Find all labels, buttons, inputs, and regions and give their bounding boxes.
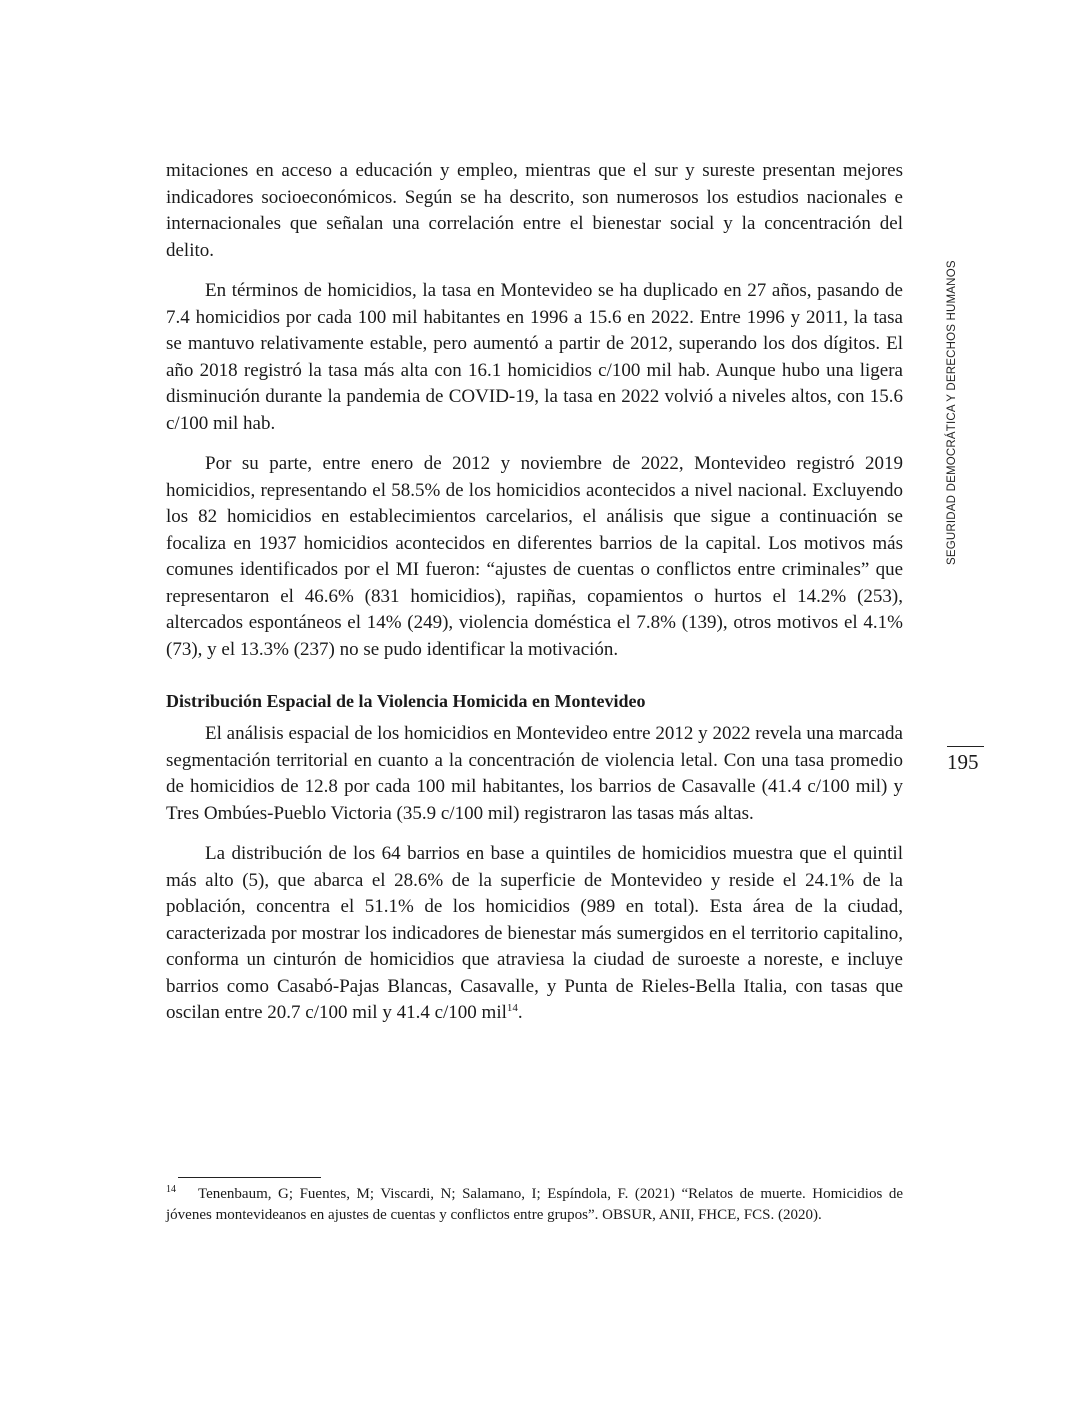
paragraph: El análisis espacial de los homicidios en Montevideo entre 2012 y 2022 revela una marcada segmentación territorial en cuanto a la concentración de violencia letal. Con una tasa promedio de homicidios de 12.8 por cada 100 mil habitantes, los barrios de Casavalle (41.4 c/100 mil) y Tres Ombúes-Pueblo Victoria (35.9 c/100 mil) registraron las tasas más altas. xyxy=(166,723,903,824)
paragraph-text: La distribución de los 64 barrios en base a quintiles de homicidios muestra que el quintil más alto (5), que abarca el 28.6% de la superficie de Montevideo y reside el 24.1% de la población, concentra el 51.1% de los homicidios (989 en total). Esta área de la ciudad, caracterizada por mostrar los indicadores de bienestar más sumergidos en el territorio capitalino, conforma un cinturón de homicidios que atraviesa la ciudad de suroeste a noreste, e incluye barrios como Casabó-Pajas Blancas, Casavalle, y Punta de Rieles-Bella Italia, con tasas que oscilan entre 20.7 c/100 mil y 41.4 c/100 mil xyxy=(166,843,903,1023)
page-number-rule xyxy=(947,746,984,747)
paragraph xyxy=(166,841,903,1027)
paragraph: Por su parte, entre enero de 2012 y noviembre de 2022, Montevideo registró 2019 homicidios, representando el 58.5% de los homicidios acontecidos a nivel nacional. Excluyendo los 82 homicidios en establecimientos carcelarios, el análisis que sigue a continuación se focaliza en 1937 homicidios acontecidos en diferentes barrios de la capital. Los motivos más comunes identificados por el MI fueron: “ajustes de cuentas o conflictos entre criminales” que representaron el 46.6% (831 homicidios), rapiñas, copamientos o hurtos el 14.2% (253), altercados espontáneos el 14% (249), violencia doméstica el 7.8% (139), otros motivos el 4.1% (73), y el 13.3% (237) no se pudo identificar la motivación. xyxy=(166,453,903,660)
page-number: 195 xyxy=(947,750,979,774)
paragraph-end-punctuation: . xyxy=(517,1002,523,1023)
footnote-reference[interactable]: 14 xyxy=(506,1002,518,1014)
footnote-number: 14 xyxy=(166,1184,176,1195)
paragraph-continued: mitaciones en acceso a educación y empleo, mientras que el sur y sureste presentan mejores indicadores socioeconómicos. Según se ha descrito, son numerosos los estudios nacionales e internacionales que señalan una correlación entre el bienestar social y la concentración del delito. xyxy=(166,160,903,261)
paragraph: En términos de homicidios, la tasa en Montevideo se ha duplicado en 27 años, pasando de 7.4 homicidios por cada 100 mil habitantes en 1996 a 15.6 en 2022. Entre 1996 y 2011, la tasa se mantuvo relativamente estable, pero aumentó a partir de 2012, superando los dos dígitos. El año 2018 registró la tasa más alta con 16.1 homicidios c/100 mil hab. Aunque hubo una ligera disminución durante la pandemia de COVID-19, la tasa en 2022 volvió a niveles altos, con 15.6 c/100 mil hab. xyxy=(166,280,903,434)
footnote xyxy=(166,1184,903,1225)
body-text xyxy=(166,158,903,1041)
footnote-separator xyxy=(178,1177,321,1178)
section-heading: Distribución Espacial de la Violencia Homicida en Montevideo xyxy=(166,691,646,711)
running-header-vertical: SEGURIDAD DEMOCRÁTICA Y DERECHOS HUMANOS xyxy=(946,260,958,565)
footnote-text: Tenenbaum, G; Fuentes, M; Viscardi, N; Salamano, I; Espíndola, F. (2021) “Relatos de muerte. Homicidios de jóvenes montevideanos en ajustes de cuentas y conflictos entre grupos”. OBSUR, ANII, FHCE, FCS. (2020). xyxy=(166,1186,903,1223)
